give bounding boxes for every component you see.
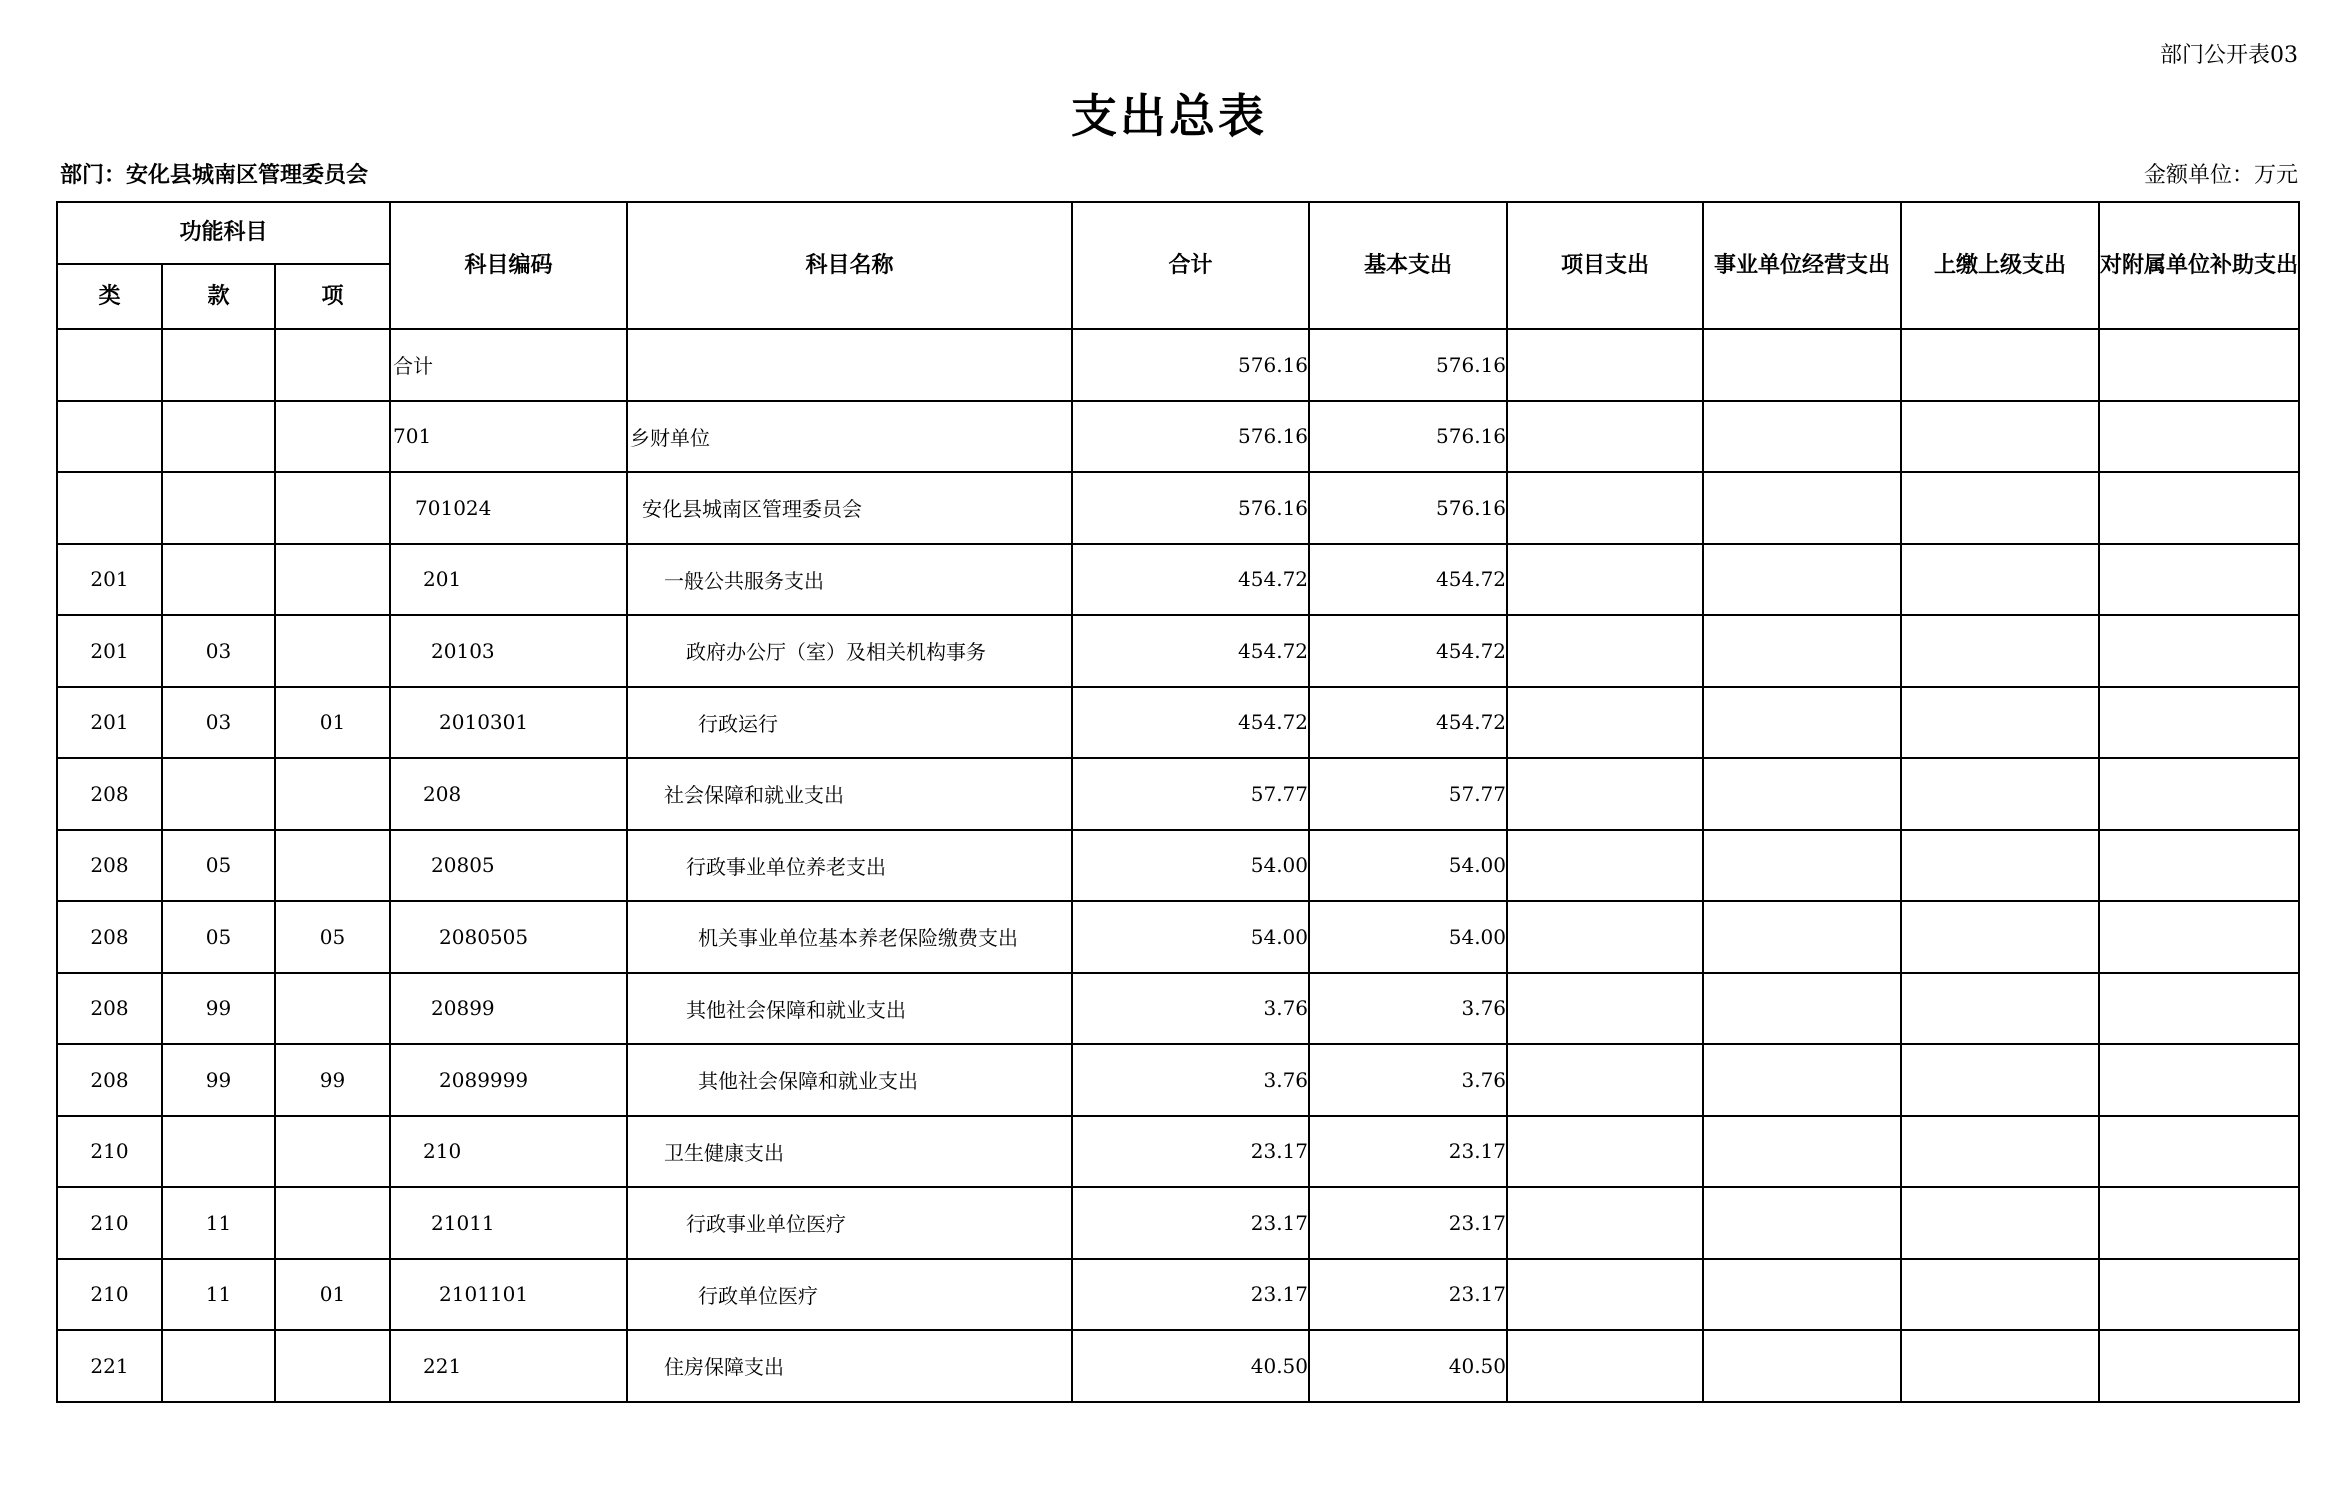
cell-total: 40.50 xyxy=(1072,1330,1309,1402)
cell-name: 机关事业单位基本养老保险缴费支出 xyxy=(627,901,1072,973)
cell-xiang xyxy=(275,973,390,1045)
cell-basic: 576.16 xyxy=(1309,401,1507,473)
cell-name xyxy=(627,329,1072,401)
cell-kuan xyxy=(162,544,275,616)
form-number-label: 部门公开表03 xyxy=(2160,43,2298,68)
table-row xyxy=(57,687,2299,759)
cell-lei: 208 xyxy=(57,1044,162,1116)
cell-xiang xyxy=(275,1330,390,1402)
cell-upper xyxy=(1901,472,2099,544)
cell-kuan: 05 xyxy=(162,901,275,973)
cell-kuan: 11 xyxy=(162,1187,275,1259)
cell-name: 其他社会保障和就业支出 xyxy=(627,1044,1072,1116)
cell-kuan: 03 xyxy=(162,615,275,687)
cell-lei xyxy=(57,401,162,473)
cell-total: 576.16 xyxy=(1072,472,1309,544)
cell-subsidy xyxy=(2099,973,2299,1045)
cell-total: 3.76 xyxy=(1072,973,1309,1045)
cell-subsidy xyxy=(2099,401,2299,473)
cell-code: 221 xyxy=(390,1330,627,1402)
table-row xyxy=(57,544,2299,616)
cell-xiang xyxy=(275,544,390,616)
header-business: 事业单位经营支出 xyxy=(1703,202,1901,329)
cell-subsidy xyxy=(2099,758,2299,830)
table-row xyxy=(57,830,2299,902)
cell-upper xyxy=(1901,329,2099,401)
cell-code: 21011 xyxy=(390,1187,627,1259)
header-code: 科目编码 xyxy=(390,202,627,329)
cell-code: 2010301 xyxy=(390,687,627,759)
expenditure-table xyxy=(56,201,2300,1403)
cell-project xyxy=(1507,973,1703,1045)
cell-business xyxy=(1703,973,1901,1045)
cell-total: 454.72 xyxy=(1072,544,1309,616)
cell-basic: 57.77 xyxy=(1309,758,1507,830)
cell-kuan: 05 xyxy=(162,830,275,902)
cell-lei: 201 xyxy=(57,615,162,687)
cell-basic: 454.72 xyxy=(1309,687,1507,759)
cell-name: 卫生健康支出 xyxy=(627,1116,1072,1188)
cell-total: 576.16 xyxy=(1072,401,1309,473)
cell-name: 政府办公厅（室）及相关机构事务 xyxy=(627,615,1072,687)
cell-basic: 3.76 xyxy=(1309,973,1507,1045)
cell-code: 20805 xyxy=(390,830,627,902)
cell-kuan xyxy=(162,472,275,544)
cell-basic: 576.16 xyxy=(1309,329,1507,401)
cell-subsidy xyxy=(2099,329,2299,401)
cell-basic: 3.76 xyxy=(1309,1044,1507,1116)
cell-upper xyxy=(1901,1259,2099,1331)
cell-name: 安化县城南区管理委员会 xyxy=(627,472,1072,544)
cell-xiang xyxy=(275,329,390,401)
cell-upper xyxy=(1901,615,2099,687)
cell-subsidy xyxy=(2099,1116,2299,1188)
cell-name: 乡财单位 xyxy=(627,401,1072,473)
department-label: 部门：安化县城南区管理委员会 xyxy=(60,163,369,188)
cell-subsidy xyxy=(2099,472,2299,544)
table-row xyxy=(57,1330,2299,1402)
cell-lei xyxy=(57,472,162,544)
cell-basic: 40.50 xyxy=(1309,1330,1507,1402)
cell-xiang: 05 xyxy=(275,901,390,973)
cell-basic: 23.17 xyxy=(1309,1259,1507,1331)
cell-xiang: 01 xyxy=(275,687,390,759)
header-func-group: 功能科目 xyxy=(57,202,390,264)
cell-upper xyxy=(1901,758,2099,830)
cell-subsidy xyxy=(2099,615,2299,687)
cell-code: 20103 xyxy=(390,615,627,687)
cell-total: 54.00 xyxy=(1072,901,1309,973)
cell-business xyxy=(1703,329,1901,401)
cell-project xyxy=(1507,1330,1703,1402)
table-row xyxy=(57,615,2299,687)
cell-basic: 23.17 xyxy=(1309,1116,1507,1188)
cell-project xyxy=(1507,1044,1703,1116)
cell-lei: 201 xyxy=(57,544,162,616)
cell-code: 201 xyxy=(390,544,627,616)
cell-xiang: 01 xyxy=(275,1259,390,1331)
table-row xyxy=(57,901,2299,973)
cell-total: 576.16 xyxy=(1072,329,1309,401)
cell-lei xyxy=(57,329,162,401)
header-kuan: 款 xyxy=(162,264,275,329)
cell-code: 2080505 xyxy=(390,901,627,973)
cell-lei: 210 xyxy=(57,1187,162,1259)
cell-xiang: 99 xyxy=(275,1044,390,1116)
cell-subsidy xyxy=(2099,901,2299,973)
table-row xyxy=(57,1187,2299,1259)
cell-name: 其他社会保障和就业支出 xyxy=(627,973,1072,1045)
cell-xiang xyxy=(275,830,390,902)
cell-code: 2101101 xyxy=(390,1259,627,1331)
cell-kuan xyxy=(162,1116,275,1188)
cell-business xyxy=(1703,1044,1901,1116)
cell-xiang xyxy=(275,401,390,473)
table-row xyxy=(57,472,2299,544)
cell-business xyxy=(1703,758,1901,830)
cell-business xyxy=(1703,687,1901,759)
cell-business xyxy=(1703,472,1901,544)
cell-name: 行政事业单位医疗 xyxy=(627,1187,1072,1259)
cell-project xyxy=(1507,830,1703,902)
table-row xyxy=(57,1044,2299,1116)
cell-business xyxy=(1703,901,1901,973)
cell-lei: 208 xyxy=(57,901,162,973)
cell-subsidy xyxy=(2099,544,2299,616)
cell-code: 210 xyxy=(390,1116,627,1188)
cell-total: 23.17 xyxy=(1072,1116,1309,1188)
cell-total: 454.72 xyxy=(1072,687,1309,759)
cell-business xyxy=(1703,1187,1901,1259)
cell-business xyxy=(1703,1259,1901,1331)
cell-kuan xyxy=(162,758,275,830)
cell-name: 行政事业单位养老支出 xyxy=(627,830,1072,902)
cell-project xyxy=(1507,1116,1703,1188)
header-project: 项目支出 xyxy=(1507,202,1703,329)
cell-code: 208 xyxy=(390,758,627,830)
cell-name: 行政运行 xyxy=(627,687,1072,759)
cell-lei: 210 xyxy=(57,1259,162,1331)
cell-lei: 210 xyxy=(57,1116,162,1188)
table-row xyxy=(57,973,2299,1045)
cell-basic: 454.72 xyxy=(1309,615,1507,687)
cell-project xyxy=(1507,687,1703,759)
cell-upper xyxy=(1901,1330,2099,1402)
cell-upper xyxy=(1901,1116,2099,1188)
cell-subsidy xyxy=(2099,1259,2299,1331)
cell-project xyxy=(1507,472,1703,544)
cell-upper xyxy=(1901,1044,2099,1116)
cell-upper xyxy=(1901,1187,2099,1259)
cell-basic: 54.00 xyxy=(1309,901,1507,973)
cell-kuan: 03 xyxy=(162,687,275,759)
cell-code: 2089999 xyxy=(390,1044,627,1116)
cell-project xyxy=(1507,758,1703,830)
table-body xyxy=(57,329,2299,1402)
table-row xyxy=(57,1116,2299,1188)
header-total: 合计 xyxy=(1072,202,1309,329)
cell-kuan xyxy=(162,401,275,473)
header-upper: 上缴上级支出 xyxy=(1901,202,2099,329)
cell-lei: 208 xyxy=(57,973,162,1045)
cell-subsidy xyxy=(2099,1187,2299,1259)
cell-total: 454.72 xyxy=(1072,615,1309,687)
cell-project xyxy=(1507,1187,1703,1259)
cell-subsidy xyxy=(2099,687,2299,759)
cell-business xyxy=(1703,1330,1901,1402)
cell-business xyxy=(1703,830,1901,902)
cell-upper xyxy=(1901,401,2099,473)
cell-basic: 23.17 xyxy=(1309,1187,1507,1259)
header-xiang: 项 xyxy=(275,264,390,329)
cell-business xyxy=(1703,1116,1901,1188)
cell-xiang xyxy=(275,758,390,830)
header-lei: 类 xyxy=(57,264,162,329)
cell-total: 54.00 xyxy=(1072,830,1309,902)
cell-subsidy xyxy=(2099,1044,2299,1116)
cell-project xyxy=(1507,401,1703,473)
unit-label: 金额单位：万元 xyxy=(2143,163,2298,188)
cell-name: 社会保障和就业支出 xyxy=(627,758,1072,830)
cell-project xyxy=(1507,329,1703,401)
cell-kuan: 11 xyxy=(162,1259,275,1331)
cell-xiang xyxy=(275,1187,390,1259)
cell-kuan xyxy=(162,329,275,401)
cell-upper xyxy=(1901,830,2099,902)
cell-business xyxy=(1703,401,1901,473)
cell-project xyxy=(1507,901,1703,973)
cell-total: 23.17 xyxy=(1072,1187,1309,1259)
cell-xiang xyxy=(275,615,390,687)
cell-upper xyxy=(1901,973,2099,1045)
cell-xiang xyxy=(275,472,390,544)
cell-basic: 454.72 xyxy=(1309,544,1507,616)
cell-kuan: 99 xyxy=(162,1044,275,1116)
table-row xyxy=(57,329,2299,401)
cell-name: 住房保障支出 xyxy=(627,1330,1072,1402)
cell-total: 57.77 xyxy=(1072,758,1309,830)
cell-lei: 208 xyxy=(57,758,162,830)
cell-project xyxy=(1507,544,1703,616)
cell-xiang xyxy=(275,1116,390,1188)
cell-total: 3.76 xyxy=(1072,1044,1309,1116)
cell-project xyxy=(1507,1259,1703,1331)
cell-lei: 221 xyxy=(57,1330,162,1402)
cell-name: 行政单位医疗 xyxy=(627,1259,1072,1331)
cell-upper xyxy=(1901,901,2099,973)
table-row xyxy=(57,758,2299,830)
cell-upper xyxy=(1901,544,2099,616)
cell-business xyxy=(1703,544,1901,616)
cell-upper xyxy=(1901,687,2099,759)
cell-lei: 201 xyxy=(57,687,162,759)
cell-subsidy xyxy=(2099,830,2299,902)
cell-basic: 54.00 xyxy=(1309,830,1507,902)
header-name: 科目名称 xyxy=(627,202,1072,329)
cell-code: 20899 xyxy=(390,973,627,1045)
cell-code: 701 xyxy=(390,401,627,473)
cell-basic: 576.16 xyxy=(1309,472,1507,544)
cell-name: 一般公共服务支出 xyxy=(627,544,1072,616)
cell-code: 合计 xyxy=(390,329,627,401)
cell-kuan: 99 xyxy=(162,973,275,1045)
cell-code: 701024 xyxy=(390,472,627,544)
table-row xyxy=(57,401,2299,473)
header-basic: 基本支出 xyxy=(1309,202,1507,329)
cell-lei: 208 xyxy=(57,830,162,902)
table-row xyxy=(57,1259,2299,1331)
cell-project xyxy=(1507,615,1703,687)
header-subsidy: 对附属单位补助支出 xyxy=(2099,202,2299,329)
cell-total: 23.17 xyxy=(1072,1259,1309,1331)
page-title: 支出总表 xyxy=(1071,89,1267,143)
cell-business xyxy=(1703,615,1901,687)
cell-kuan xyxy=(162,1330,275,1402)
cell-subsidy xyxy=(2099,1330,2299,1402)
